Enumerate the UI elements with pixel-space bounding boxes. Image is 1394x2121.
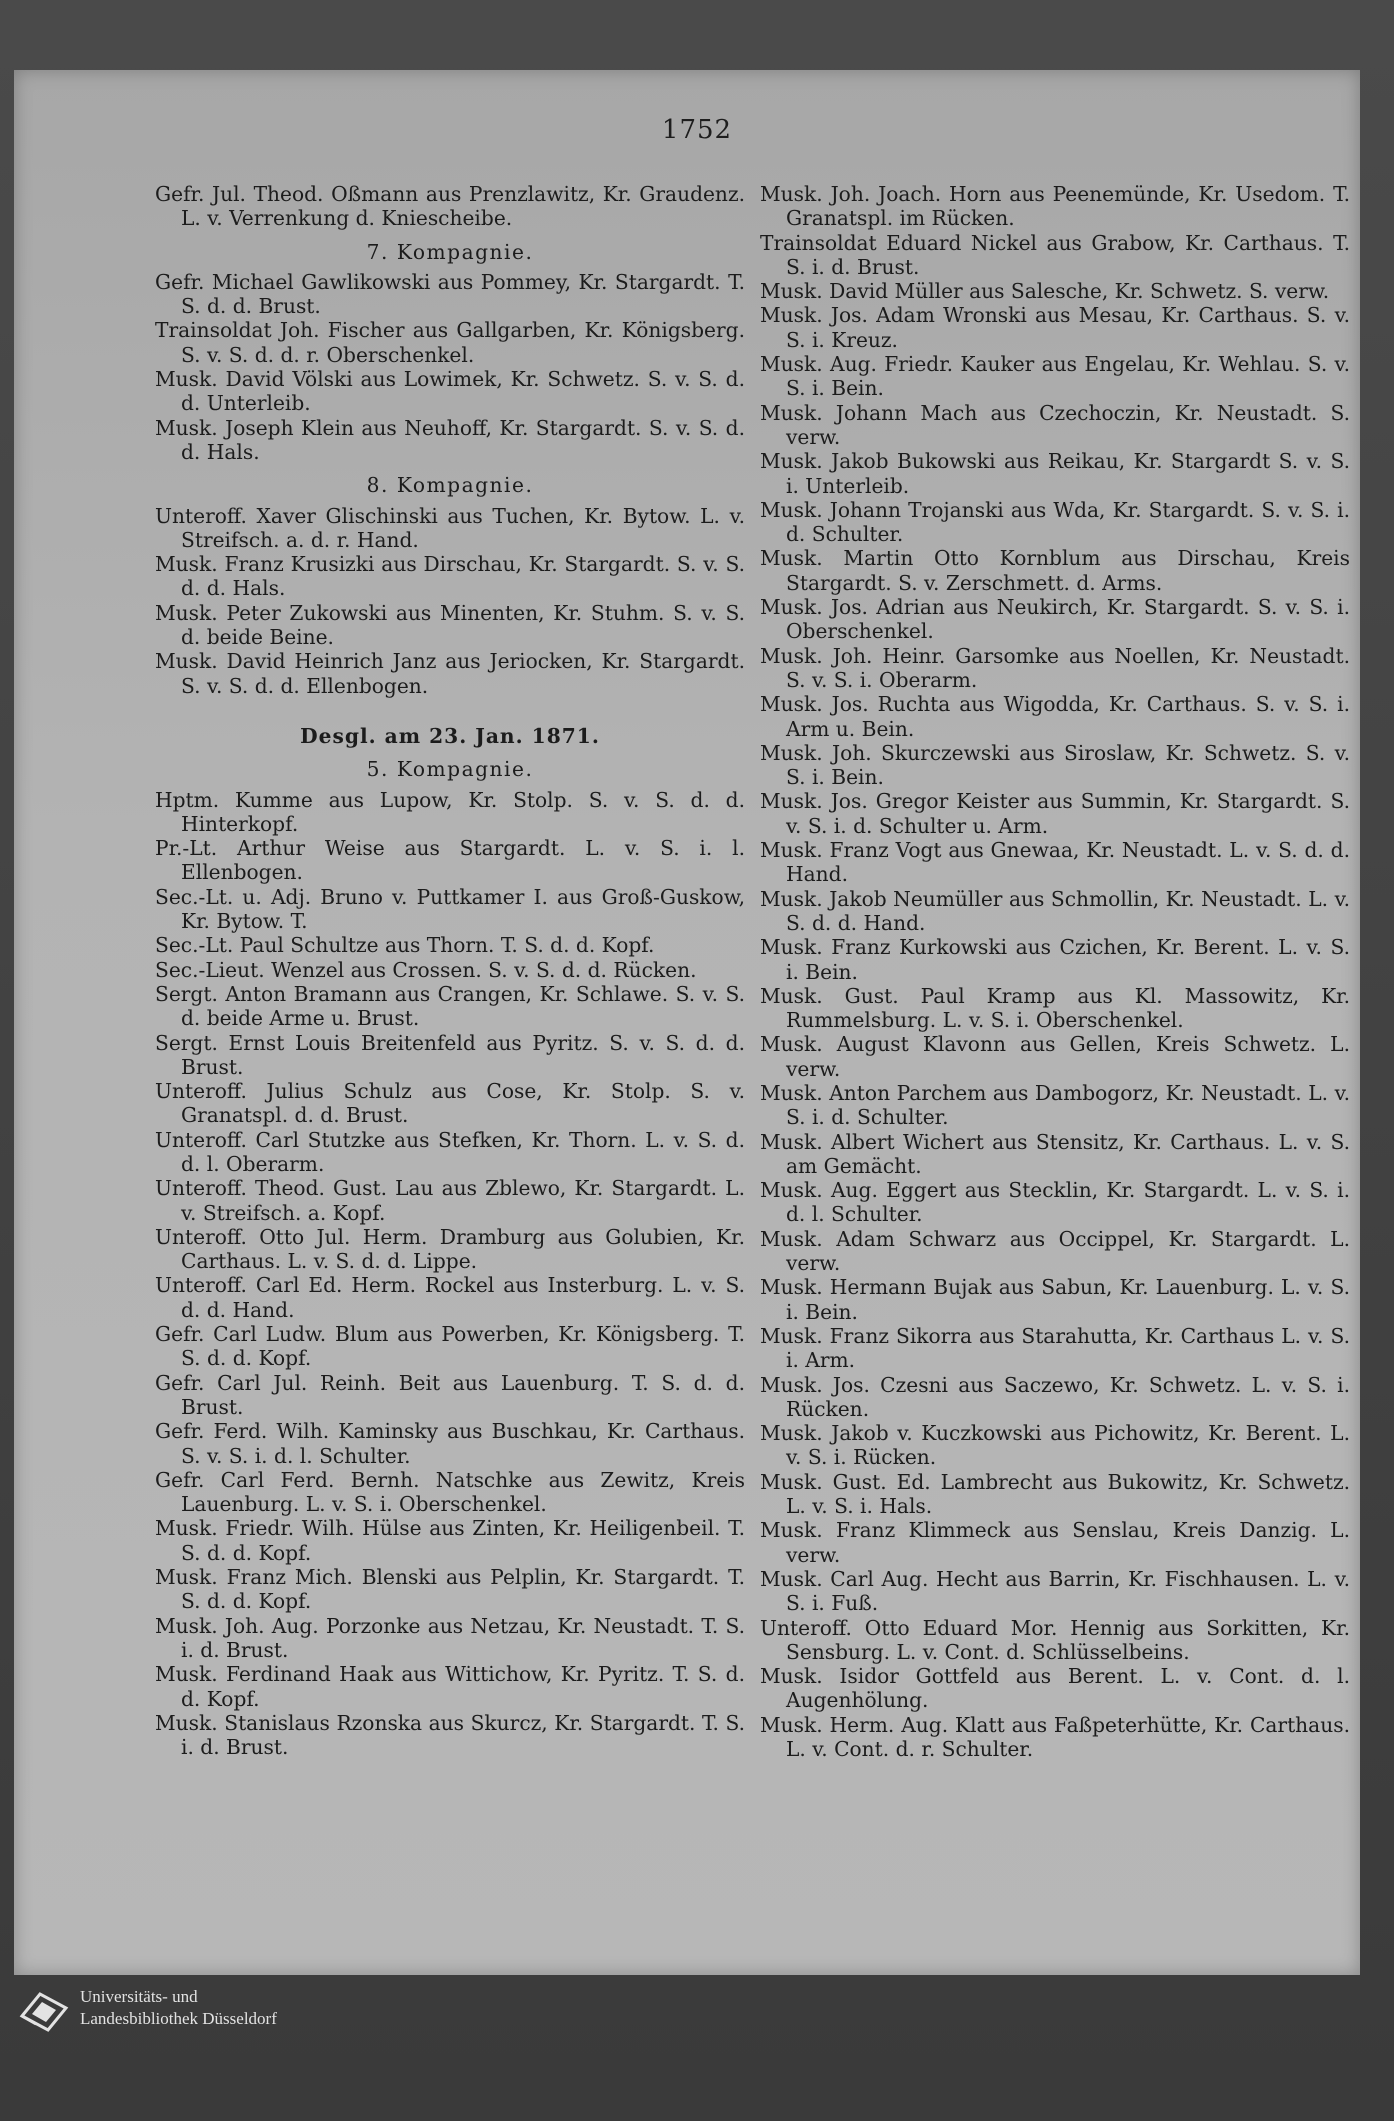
casualty-entry: Unteroff. Otto Jul. Herm. Dramburg aus Golubien, Kr. Carthaus. L. v. S. d. d. Lippe. <box>155 1224 745 1274</box>
casualty-entry: Musk. David Müller aus Salesche, Kr. Schwetz. S. verw. <box>760 279 1330 304</box>
casualty-entry: Gefr. Jul. Theod. Oßmann aus Prenzlawitz, Kr. Graudenz. L. v. Verrenkung d. Kniescheibe. <box>155 182 745 231</box>
casualty-entry: Gefr. Michael Gawlikowski aus Pommey, Kr. Stargardt. T. S. d. d. Brust. <box>155 269 745 319</box>
casualty-entry: Gefr. Carl Jul. Reinh. Beit aus Lauenburg. T. S. d. d. Brust. <box>155 1370 745 1419</box>
casualty-entry: Sec.-Lieut. Wenzel aus Crossen. S. v. S. d. d. Rücken. <box>155 957 697 982</box>
casualty-entry: Musk. Jos. Ruchta aus Wigodda, Kr. Carthaus. S. v. S. i. Arm u. Bein. <box>760 692 1350 741</box>
casualty-entry: Musk. Friedr. Wilh. Hülse aus Zinten, Kr. Heiligenbeil. T. S. d. d. Kopf. <box>155 1516 745 1565</box>
library-logo-line1: Universitäts- und <box>80 1987 198 2006</box>
casualty-entry: Gefr. Ferd. Wilh. Kaminsky aus Buschkau, Kr. Carthaus. S. v. S. i. d. l. Schulter. <box>155 1419 745 1468</box>
library-logo[interactable] <box>18 1984 378 2034</box>
date-heading: Desgl. am 23. Jan. 1871. <box>300 723 600 748</box>
casualty-entry: Trainsoldat Eduard Nickel aus Grabow, Kr. Carthaus. T. S. i. d. Brust. <box>760 230 1350 279</box>
casualty-entry: Musk. Joh. Joach. Horn aus Peenemünde, Kr. Usedom. T. Granatspl. im Rücken. <box>760 182 1350 231</box>
page-number: 1752 <box>661 115 733 145</box>
casualty-entry: Musk. Adam Schwarz aus Occippel, Kr. Stargardt. L. verw. <box>760 1226 1350 1276</box>
casualty-entry: Musk. Joh. Heinr. Garsomke aus Noellen, Kr. Neustadt. S. v. S. i. Oberarm. <box>760 643 1350 692</box>
company-heading: 5. Kompagnie. <box>366 757 534 782</box>
casualty-entry: Pr.-Lt. Arthur Weise aus Stargardt. L. v. S. i. l. Ellenbogen. <box>155 836 745 885</box>
right-column <box>760 182 1350 1761</box>
casualty-entry: Musk. Franz Sikorra aus Starahutta, Kr. Carthaus L. v. S. i. Arm. <box>760 1323 1350 1373</box>
casualty-entry: Musk. Franz Krusizki aus Dirschau, Kr. Stargardt. S. v. S. d. d. Hals. <box>155 552 745 601</box>
casualty-entry: Sec.-Lt. u. Adj. Bruno v. Puttkamer I. aus Groß-Guskow, Kr. Bytow. T. <box>155 884 745 934</box>
casualty-entry: Musk. David Heinrich Janz aus Jeriocken, Kr. Stargardt. S. v. S. d. d. Ellenbogen. <box>155 649 745 698</box>
casualty-entry: Gefr. Carl Ludw. Blum aus Powerben, Kr. Königsberg. T. S. d. d. Kopf. <box>155 1322 745 1371</box>
casualty-entry: Musk. David Völski aus Lowimek, Kr. Schwetz. S. v. S. d. d. Unterleib. <box>155 367 745 416</box>
casualty-entry: Musk. Jos. Adrian aus Neukirch, Kr. Stargardt. S. v. S. i. Oberschenkel. <box>760 595 1350 644</box>
casualty-entry: Unteroff. Xaver Glischinski aus Tuchen, Kr. Bytow. L. v. Streifsch. a. d. r. Hand. <box>155 503 745 552</box>
casualty-entry: Musk. Franz Kurkowski aus Czichen, Kr. Berent. L. v. S. i. Bein. <box>760 935 1350 984</box>
left-column <box>155 182 745 1759</box>
casualty-entry: Musk. Gust. Paul Kramp aus Kl. Massowitz, Kr. Rummelsburg. L. v. S. i. Oberschenkel. <box>760 983 1350 1033</box>
casualty-entry: Musk. Jos. Czesni aus Saczewo, Kr. Schwetz. L. v. S. i. Rücken. <box>760 1372 1350 1421</box>
casualty-entry: Musk. Jakob v. Kuczkowski aus Pichowitz, Kr. Berent. L. v. S. i. Rücken. <box>760 1421 1350 1470</box>
company-heading: 7. Kompagnie. <box>366 239 534 264</box>
casualty-entry: Musk. Stanislaus Rzonska aus Skurcz, Kr. Stargardt. T. S. i. d. Brust. <box>155 1710 745 1760</box>
casualty-entry: Musk. August Klavonn aus Gellen, Kreis Schwetz. L. verw. <box>760 1032 1350 1081</box>
casualty-entry: Musk. Jos. Adam Wronski aus Mesau, Kr. Carthaus. S. v. S. i. Kreuz. <box>760 303 1350 352</box>
casualty-entry: Musk. Aug. Eggert aus Stecklin, Kr. Stargardt. L. v. S. i. d. l. Schulter. <box>760 1178 1350 1227</box>
casualty-entry: Trainsoldat Joh. Fischer aus Gallgarben, Kr. Königsberg. S. v. S. d. d. r. Oberschenkel. <box>155 318 745 367</box>
casualty-entry: Musk. Peter Zukowski aus Minenten, Kr. Stuhm. S. v. S. d. beide Beine. <box>155 600 745 650</box>
casualty-entry: Unteroff. Carl Ed. Herm. Rockel aus Insterburg. L. v. S. d. d. Hand. <box>155 1273 745 1322</box>
casualty-entry: Musk. Joh. Aug. Porzonke aus Netzau, Kr. Neustadt. T. S. i. d. Brust. <box>155 1613 745 1662</box>
casualty-entry: Sec.-Lt. Paul Schultze aus Thorn. T. S. d. d. Kopf. <box>155 933 655 958</box>
casualty-entry: Musk. Carl Aug. Hecht aus Barrin, Kr. Fischhausen. L. v. S. i. Fuß. <box>760 1566 1350 1616</box>
casualty-entry: Musk. Joh. Skurczewski aus Siroslaw, Kr. Schwetz. S. v. S. i. Bein. <box>760 740 1350 790</box>
library-logo-line2: Landesbibliothek Düsseldorf <box>80 2009 277 2028</box>
casualty-entry: Unteroff. Theod. Gust. Lau aus Zblewo, Kr. Stargardt. L. v. Streifsch. a. Kopf. <box>155 1176 745 1225</box>
casualty-entry: Musk. Franz Vogt aus Gnewaa, Kr. Neustadt. L. v. S. d. d. Hand. <box>760 838 1350 887</box>
casualty-entry: Musk. Anton Parchem aus Dambogorz, Kr. Neustadt. L. v. S. i. d. Schulter. <box>760 1080 1350 1130</box>
library-logo-text <box>80 1986 277 2030</box>
company-heading: 8. Kompagnie. <box>366 473 534 498</box>
casualty-entry: Unteroff. Julius Schulz aus Cose, Kr. Stolp. S. v. Granatspl. d. d. Brust. <box>155 1079 745 1128</box>
casualty-entry: Unteroff. Otto Eduard Mor. Hennig aus Sorkitten, Kr. Sensburg. L. v. Cont. d. Schlüsselbeins. <box>760 1615 1350 1664</box>
casualty-entry: Musk. Albert Wichert aus Stensitz, Kr. Carthaus. L. v. S. am Gemächt. <box>760 1129 1350 1178</box>
casualty-entry: Musk. Joseph Klein aus Neuhoff, Kr. Stargardt. S. v. S. d. d. Hals. <box>155 415 745 464</box>
casualty-entry: Musk. Aug. Friedr. Kauker aus Engelau, Kr. Wehlau. S. v. S. i. Bein. <box>760 352 1350 401</box>
casualty-entry: Musk. Johann Trojanski aus Wda, Kr. Stargardt. S. v. S. i. d. Schulter. <box>760 497 1350 547</box>
casualty-entry: Musk. Franz Klimmeck aus Senslau, Kreis Danzig. L. verw. <box>760 1518 1350 1567</box>
casualty-entry: Musk. Martin Otto Kornblum aus Dirschau, Kreis Stargardt. S. v. Zerschmett. d. Arms. <box>760 546 1350 595</box>
casualty-entry: Musk. Jakob Neumüller aus Schmollin, Kr. Neustadt. L. v. S. d. d. Hand. <box>760 886 1350 935</box>
casualty-entry: Musk. Gust. Ed. Lambrecht aus Bukowitz, Kr. Schwetz. L. v. S. i. Hals. <box>760 1469 1350 1519</box>
casualty-entry: Musk. Franz Mich. Blenski aus Pelplin, Kr. Stargardt. T. S. d. d. Kopf. <box>155 1565 745 1614</box>
casualty-entry: Gefr. Carl Ferd. Bernh. Natschke aus Zewitz, Kreis Lauenburg. L. v. S. i. Oberschenkel. <box>155 1467 745 1517</box>
casualty-entry: Musk. Herm. Aug. Klatt aus Faßpeterhütte, Kr. Carthaus. L. v. Cont. d. r. Schulter. <box>760 1712 1350 1761</box>
casualty-entry: Sergt. Ernst Louis Breitenfeld aus Pyritz. S. v. S. d. d. Brust. <box>155 1030 745 1079</box>
casualty-entry: Musk. Jos. Gregor Keister aus Summin, Kr. Stargardt. S. v. S. i. d. Schulter u. Arm. <box>760 789 1350 838</box>
casualty-entry: Musk. Johann Mach aus Czechoczin, Kr. Neustadt. S. verw. <box>760 400 1350 449</box>
library-logo-icon <box>18 1986 70 2032</box>
casualty-entry: Sergt. Anton Bramann aus Crangen, Kr. Schlawe. S. v. S. d. beide Arme u. Brust. <box>155 981 745 1031</box>
casualty-entry: Hptm. Kumme aus Lupow, Kr. Stolp. S. v. S. d. d. Hinterkopf. <box>155 787 745 836</box>
casualty-entry: Musk. Jakob Bukowski aus Reikau, Kr. Stargardt S. v. S. i. Unterleib. <box>760 449 1350 498</box>
casualty-entry: Unteroff. Carl Stutzke aus Stefken, Kr. Thorn. L. v. S. d. d. l. Oberarm. <box>155 1127 745 1176</box>
casualty-entry: Musk. Ferdinand Haak aus Wittichow, Kr. Pyritz. T. S. d. d. Kopf. <box>155 1662 745 1711</box>
casualty-entry: Musk. Isidor Gottfeld aus Berent. L. v. Cont. d. l. Augenhölung. <box>760 1664 1350 1713</box>
casualty-entry: Musk. Hermann Bujak aus Sabun, Kr. Lauenburg. L. v. S. i. Bein. <box>760 1275 1350 1324</box>
